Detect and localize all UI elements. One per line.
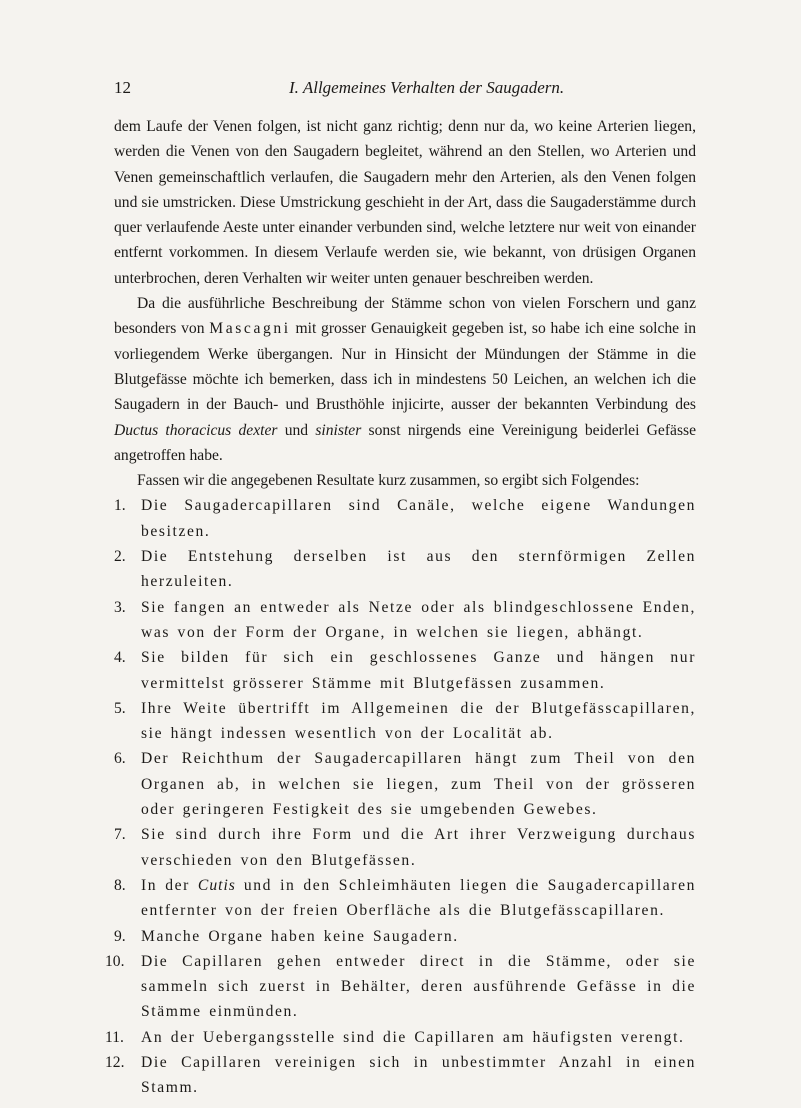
list-item — [114, 696, 696, 747]
list-item-text: Ihre Weite übertrifft im Allgemeinen die der Blutgefässcapillaren, sie hängt indessen wesentlich von der Localität ab. — [141, 699, 696, 743]
list-item — [105, 1025, 696, 1050]
list-item-text: Die Capillaren gehen entweder direct in die Stämme, oder sie sammeln sich zuerst in Behälter, deren ausführende Gefässe in die Stämme einmünden. — [141, 952, 696, 1021]
paragraph-2-part-d: sonst nirgends eine Vereinigung beiderlei Gefässe angetroffen habe. — [114, 421, 696, 464]
list-item — [105, 1050, 696, 1101]
list-item — [114, 924, 696, 949]
list-item-number: 11. — [105, 1028, 124, 1046]
page-header — [114, 78, 694, 102]
list-item-text: Die Entstehung derselben ist aus den sternförmigen Zellen herzuleiten. — [141, 548, 696, 591]
list-item — [114, 822, 696, 873]
paragraph-2-part-b: mit grosser Genauigkeit gegeben ist, so habe ich eine solche in vorliegendem Werke übergangen. Nur in Hinsicht der Mündungen der Stämme in die Blutgefässe möchte ich bemerken, dass ich in mindestens 50 Leichen, an welchen ich die Saugadern in der Bauch- und Brusthöhle injicirte, ausser der bekannten Verbindung des — [114, 320, 696, 414]
list-item — [114, 873, 696, 924]
list-item — [114, 746, 696, 822]
list-item — [114, 595, 696, 646]
list-item-number: 2. — [114, 548, 126, 566]
list-item — [114, 544, 696, 595]
list-item-number: 4. — [114, 649, 126, 667]
list-item-number: 3. — [114, 598, 126, 616]
list-item — [114, 645, 696, 696]
term-cutis: Cutis — [197, 876, 236, 894]
list-item-number: 12. — [105, 1053, 125, 1071]
list-item-number: 9. — [114, 927, 126, 945]
list-item-text: Die Capillaren vereinigen sich in unbestimmter Anzahl in einen Stamm. — [141, 1053, 696, 1097]
list-item-text-part-a: In der — [141, 876, 190, 894]
list-item-text: Die Saugadercapillaren sind Canäle, welche eigene Wandungen besitzen. — [141, 497, 696, 540]
paragraph-1: dem Laufe der Venen folgen, ist nicht ganz richtig; denn nur da, wo keine Arterien liegen, werden die Venen von den Saugadern begleitet, während an den Stellen, wo Arterien und Venen gemeinschaftlich verlaufen, die Saugadern mehr den Arterien, als den Venen folgen und sie umstricken. Diese Umstrickung geschieht in der Art, dass die Saugaderstämme durch quer verlaufende Aeste unter einander verbunden sind, welche letztere nur weit von einander entfernt vorkommen. In diesem Verlaufe werden sie, wie bekannt, von drüsigen Organen unterbrochen, deren Verhalten wir weiter unten genauer beschreiben werden. — [114, 118, 696, 287]
list-item-text: Manche Organe haben keine Saugadern. — [141, 927, 459, 945]
paragraph-2-part-a: Da die ausführliche Beschreibung der Stämme schon von vielen Forschern und ganz besonders von — [114, 295, 696, 338]
list-item-text: Sie sind durch ihre Form und die Art ihrer Verzweigung durchaus verschieden von den Blutgefässen. — [141, 826, 696, 869]
list-item-text-part-b: und in den Schleimhäuten liegen die Saugadercapillaren entfernter von der freien Oberfläche als die Blutgefässcapillaren. — [141, 876, 697, 920]
author-name-mascagni: Mascagni — [209, 320, 291, 338]
term-sinister: sinister — [315, 421, 362, 439]
paragraph-3: Fassen wir die angegebenen Resultate kurz zusammen, so ergibt sich Folgendes: — [137, 472, 640, 490]
list-item-number: 6. — [114, 750, 126, 768]
list-item — [114, 493, 696, 544]
list-item-text: An der Uebergangsstelle sind die Capillaren am häufigsten verengt. — [141, 1028, 685, 1046]
page-number: 12 — [114, 78, 131, 97]
results-list — [105, 493, 697, 1100]
list-item-number: 7. — [114, 826, 126, 844]
running-title: I. Allgemeines Verhalten der Saugadern. — [289, 78, 565, 97]
paragraph-2 — [114, 291, 696, 468]
body-text — [105, 114, 697, 1101]
list-item-text: Sie bilden für sich ein geschlossenes Ganze und hängen nur vermittelst grösserer Stämme mit Blutgefässen zusammen. — [141, 649, 696, 692]
list-item-number: 10. — [105, 952, 125, 970]
list-item-number: 1. — [114, 497, 126, 515]
list-item-text: Der Reichthum der Saugadercapillaren hängt zum Theil von den Organen ab, in welchen sie liegen, zum Theil von der grösseren oder geringeren Festigkeit des sie umgebenden Gewebes. — [141, 750, 696, 819]
term-ductus-thoracicus-dexter: Ductus thoracicus dexter — [114, 421, 278, 439]
list-item-number: 5. — [114, 699, 126, 717]
list-item — [105, 949, 696, 1025]
list-item-text: Sie fangen an entweder als Netze oder als blindgeschlossene Enden, was von der Form der Organe, in welchen sie liegen, abhängt. — [141, 598, 696, 641]
list-item-number: 8. — [114, 876, 126, 894]
list-item-text — [141, 877, 696, 919]
paragraph-2-part-c: und — [284, 421, 309, 439]
